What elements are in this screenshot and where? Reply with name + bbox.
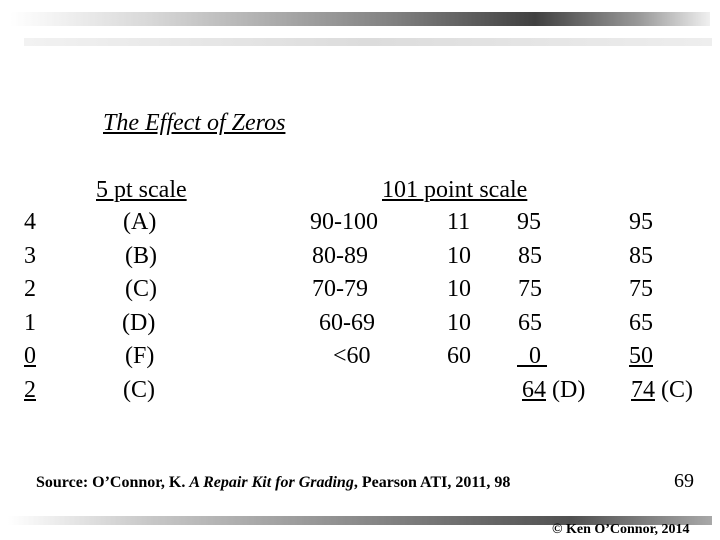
row-range: 60-69 (319, 310, 375, 336)
row-score: 85 (518, 243, 542, 269)
top-decorative-bar-light (24, 38, 712, 46)
row-count: 10 (447, 243, 471, 269)
row-alt-score: 75 (629, 276, 653, 302)
row-alt-score: 95 (629, 209, 653, 235)
page-number: 69 (674, 470, 694, 492)
row-count: 11 (447, 209, 471, 235)
book-title: A Repair Kit for Grading (189, 474, 354, 491)
row-grade: 4 (24, 209, 36, 235)
row-letter: (C) (125, 276, 157, 302)
row-count: 10 (447, 276, 471, 302)
summary-grade: 2 (24, 377, 36, 403)
row-alt-score: 50 (629, 343, 653, 369)
row-range: 70-79 (312, 276, 368, 302)
row-score: 75 (518, 276, 542, 302)
row-grade: 2 (24, 276, 36, 302)
slide-title: The Effect of Zeros (103, 110, 286, 136)
row-range: 80-89 (312, 243, 368, 269)
row-score-underlined (517, 340, 547, 373)
summary-alt-score-group (631, 374, 693, 407)
summary-alt-score-letter: (C) (661, 377, 693, 403)
row-letter: (D) (122, 310, 156, 336)
row-count: 60 (447, 343, 471, 369)
summary-letter: (C) (123, 377, 155, 403)
row-score: 95 (517, 209, 541, 235)
row-letter: (F) (125, 343, 155, 369)
row-letter: (B) (125, 243, 157, 269)
row-count: 10 (447, 310, 471, 336)
row-grade: 0 (24, 343, 36, 369)
row-range: <60 (333, 343, 371, 369)
row-score: 65 (518, 310, 542, 336)
row-grade: 1 (24, 310, 36, 336)
summary-score-group (522, 374, 585, 407)
hundred-one-point-scale-header: 101 point scale (382, 177, 528, 203)
source-citation: Source: O’Connor, K. A Repair Kit for Grading, Pearson ATI, 2011, 98 (36, 474, 511, 491)
copyright-notice: © Ken O’Connor, 2014 (552, 522, 690, 537)
row-grade: 3 (24, 243, 36, 269)
row-range: 90-100 (310, 209, 378, 235)
summary-alt-score: 74 (631, 377, 655, 403)
row-score: 0 (529, 343, 541, 369)
row-alt-score: 65 (629, 310, 653, 336)
row-alt-score: 85 (629, 243, 653, 269)
five-pt-scale-header: 5 pt scale (96, 177, 187, 203)
top-decorative-bar (10, 12, 710, 26)
row-letter: (A) (123, 209, 157, 235)
summary-score: 64 (522, 377, 546, 403)
summary-score-letter: (D) (552, 377, 586, 403)
